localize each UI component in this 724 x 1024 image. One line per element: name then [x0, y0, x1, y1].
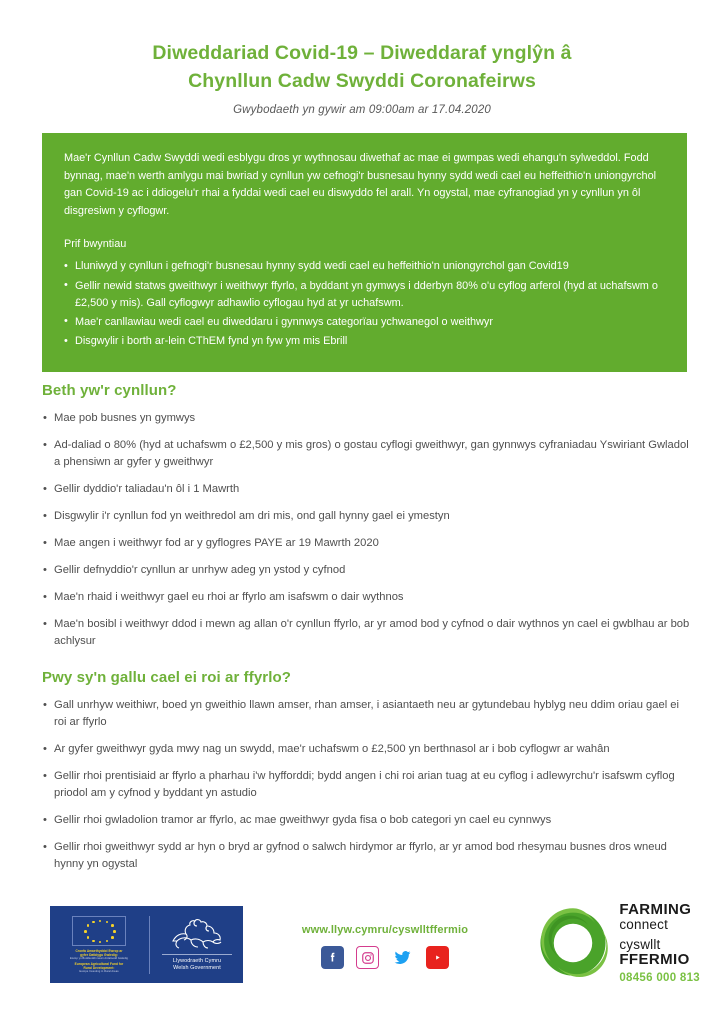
instagram-glyph [361, 951, 375, 965]
farming-connect-swirl-icon [536, 906, 610, 980]
list-item: • Mae'n rhaid i weithwyr gael eu rhoi ar ffyrlo am isafswm o dair wythnos [42, 589, 690, 606]
page-title [60, 40, 664, 95]
section-bullet-list [42, 697, 690, 873]
fc-line-ffermio: FFERMIO [619, 951, 690, 969]
eu-caption-cy-2: gyfer Datblygu Gwledig: [80, 952, 118, 957]
farming-connect-logo [536, 902, 700, 984]
farming-connect-wordmark [619, 902, 700, 984]
eu-funding-caption [55, 949, 143, 974]
welsh-government-rule [162, 954, 232, 955]
summary-subheading: Prif bwyntiau [64, 237, 127, 250]
list-item: • Gellir defnyddio'r cynllun ar unrhyw adeg yn ystod y cyfnod [42, 562, 690, 579]
summary-bullet-list [64, 258, 665, 350]
welsh-dragon-icon [169, 917, 225, 951]
section-heading: Pwy sy'n gallu cael ei roi ar ffyrlo? [42, 669, 292, 687]
fc-phone-number: 08456 000 813 [619, 971, 700, 984]
section-pwy-syn-gallu [42, 669, 690, 873]
list-item: • Disgwylir i borth ar-lein CThEM fynd yn fyw ym mis Ebrill [64, 333, 665, 350]
list-item: • Mae angen i weithwyr fod ar y gyflogres PAYE ar 19 Mawrth 2020 [42, 535, 690, 552]
list-item: • Ar gyfer gweithwyr gyda mwy nag un swydd, mae'r uchafswm o £2,500 yn berthnasol ar i bob cyflogwr ar wahân [42, 741, 690, 758]
eu-flag-icon [72, 916, 126, 946]
facebook-icon[interactable] [321, 946, 344, 969]
list-item: • Lluniwyd y cynllun i gefnogi'r busnesau hynny sydd wedi cael eu heffeithio'n uniongyrchol gan Covid19 [64, 258, 665, 275]
list-item: • Gellir rhoi prentisiaid ar ffyrlo a pharhau i'w hyfforddi; bydd angen i chi roi arian tuag at eu cyflog i adlewyrchu'r isafswm cyflog priodol am y cyfnod y byddant yn astudio [42, 768, 690, 802]
document-footer [0, 896, 724, 1006]
list-item: • Mae'n bosibl i weithwyr ddod i mewn ag allan o'r cynllun ffyrlo, ar yr amod bod y cyfnod o dair wythnos yn cael ei gwblhau ar bob achlysur [42, 616, 690, 650]
list-item: • Gellir rhoi gweithwyr sydd ar hyn o bryd ar gyfnod o salwch hirdymor ar ffyrlo, ar yr amod bod rhesymau busnes dros wneud hynny yn ogystal [42, 839, 690, 873]
list-item: • Mae pob busnes yn gymwys [42, 410, 690, 427]
eu-caption-cy-1: Cronfa Amaethyddol Ewrop ar [75, 948, 123, 953]
list-item: • Gellir dyddio'r taliadau'n ôl i 1 Mawrth [42, 481, 690, 498]
list-item: • Disgwylir i'r cynllun fod yn weithredol am dri mis, ond gall hynny gael ei ymestyn [42, 508, 690, 525]
main-content [42, 382, 690, 883]
summary-panel [42, 133, 687, 372]
youtube-glyph [430, 950, 445, 965]
list-item: • Gellir newid statws gweithwyr i weithwyr ffyrlo, a byddant yn gymwys i dderbyn 80% o'u cyflog arferol (hyd at uchafswm o £2,500 y mis). Gall cyflogwyr adhawlio cyflogau hyd at yr uchafswm. [64, 278, 665, 312]
fc-line-cyswllt: cyswllt [619, 936, 661, 952]
summary-intro-paragraph: Mae'r Cynllun Cadw Swyddi wedi esblygu dros yr wythnosau diwethaf ac mae ei gwmpas wedi ehangu'n sylweddol. Fodd bynnag, mae'n werth amlygu mai bwriad y cynllun yw cefnogi'r busnesau hynny sydd wedi cael eu heffeithio'n uniongyrchol gan Covid-19 ac i ddiogelu'r rhai a fyddai wedi cael eu diswyddo fel arall. Yn ogystal, mae cyfranogiad yn y cynllun yn ôl disgresiwn y cyflogwr. [64, 152, 657, 217]
youtube-icon[interactable] [426, 946, 449, 969]
fc-line-farming: FARMING [619, 901, 692, 918]
welsh-government-name-cy: Llywodraeth Cymru [172, 957, 222, 964]
list-item: • Gall unrhyw weithiwr, boed yn gweithio llawn amser, rhan amser, i asiantaeth neu ar gytundebau hyblyg neu ddim oriau gael ei roi ar ffyrlo [42, 697, 690, 731]
section-bullet-list [42, 410, 690, 650]
list-item: • Mae'r canllawiau wedi cael eu diweddaru i gynnwys categorïau ychwanegol o weithwyr [64, 314, 665, 331]
social-links-row [262, 946, 508, 969]
website-and-social-block [262, 924, 508, 969]
eu-caption-en-3: Europe Investing in Rural Areas [79, 970, 119, 973]
eu-caption-en-1: European Agricultural Fund for [74, 962, 124, 966]
section-heading: Beth yw'r cynllun? [42, 382, 177, 399]
document-header [0, 0, 724, 116]
website-link[interactable]: www.llyw.cymru/cyswlltffermio [301, 924, 469, 936]
eu-caption-cy-3: Ewrop yn Buddsoddi mewn Ardaloedd Gwledig [70, 956, 128, 960]
eu-welsh-government-logo [50, 906, 243, 983]
twitter-icon[interactable] [391, 946, 414, 969]
twitter-glyph [393, 948, 412, 967]
page-title-line-1: Diweddariad Covid-19 – Diweddaraf ynglŷn â [152, 42, 572, 64]
page-subtitle: Gwybodaeth yn gywir am 09:00am ar 17.04.2020 [233, 104, 491, 117]
facebook-glyph [326, 951, 339, 964]
eu-caption-en-2: Rural Development: [83, 966, 115, 970]
page-title-line-2: Chynllun Cadw Swyddi Coronafeirws [188, 69, 536, 92]
welsh-government-block [154, 917, 240, 973]
eu-funding-block [53, 916, 145, 974]
section-beth-ywr-cynllun [42, 382, 690, 650]
list-item: • Gellir rhoi gwladolion tramor ar ffyrlo, ac mae gweithwyr gyda fisa o bob categori yn cael eu cynnwys [42, 812, 690, 829]
list-item: • Ad-daliad o 80% (hyd at uchafswm o £2,500 y mis gros) o gostau cyflogi gweithwyr, gan gynnwys cyfraniadau Yswiriant Gwladol a phensiwn ar gyfer y gweithwyr [42, 437, 690, 471]
instagram-icon[interactable] [356, 946, 379, 969]
welsh-government-name-en: Welsh Government [173, 965, 221, 971]
logo-divider [149, 916, 150, 974]
fc-line-connect: connect [619, 917, 669, 933]
